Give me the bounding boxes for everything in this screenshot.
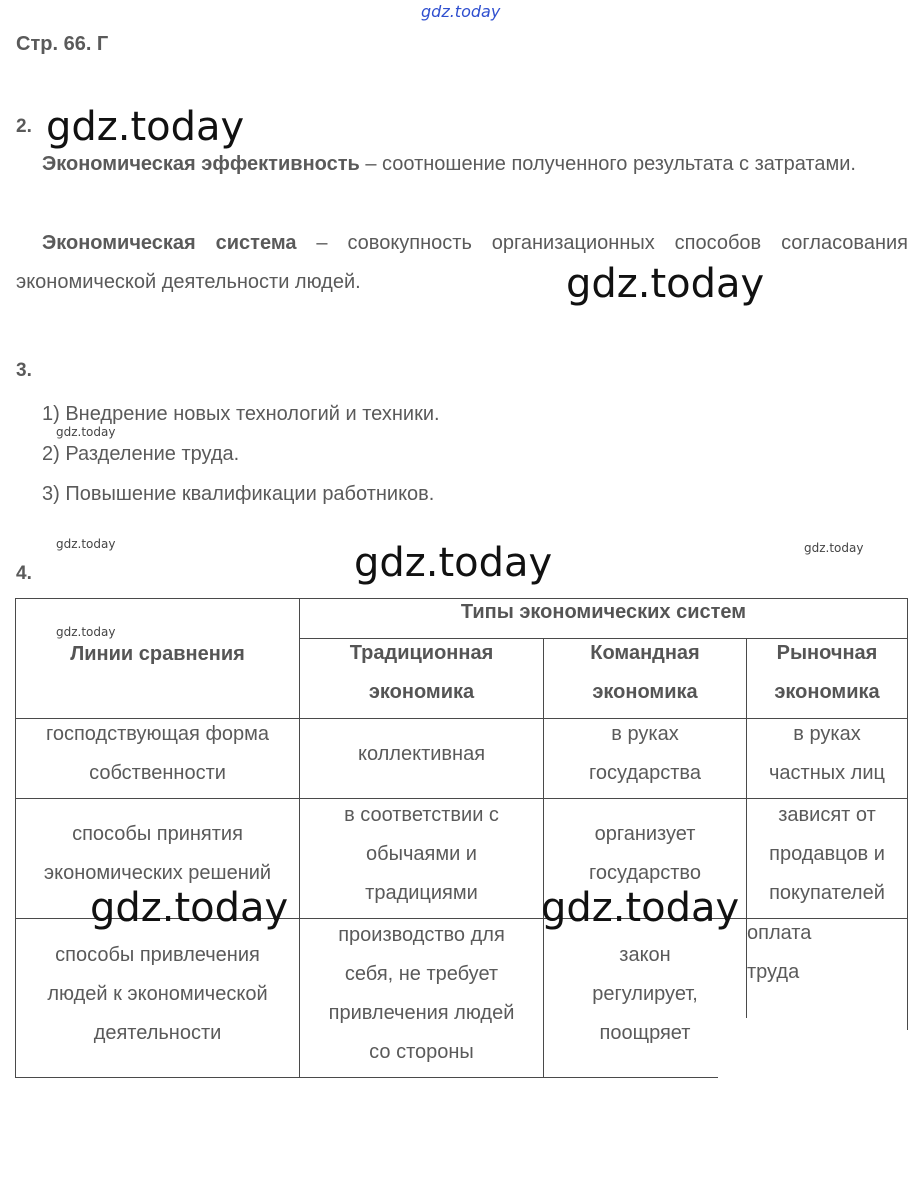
table-row-header-title: Линии сравнения [70, 642, 245, 665]
table-cell [747, 914, 907, 994]
section-2-number: 2. [16, 116, 32, 137]
list-item: 1) Внедрение новых технологий и техники. [42, 403, 440, 425]
watermark-top: gdz.today [421, 2, 501, 21]
table-row-label [16, 814, 299, 894]
cell-line: продавцов и [769, 842, 885, 865]
watermark-small-1: gdz.today [56, 425, 116, 439]
cell-line: в руках [611, 723, 679, 745]
column-header-line: экономика [368, 681, 475, 703]
watermark-large-3: gdz.today [354, 540, 553, 586]
table-cell [300, 714, 543, 794]
term-economic-efficiency: Экономическая эффективность [42, 153, 360, 175]
row-label-line: деятельности [93, 1021, 222, 1044]
column-header-market [747, 634, 907, 718]
cell-line: государства [589, 762, 701, 784]
table-border-right [907, 598, 908, 1030]
cell-line: частных лиц [769, 762, 885, 784]
table-group-header: Типы экономических систем [460, 600, 747, 623]
definition-text-1: – соотношение полученного результата с затратами. [359, 153, 856, 175]
watermark-small-4: gdz.today [56, 625, 116, 639]
table-cell [747, 714, 907, 794]
watermark-large-4: gdz.today [90, 885, 289, 931]
cell-line: оплата [747, 922, 812, 944]
row-label-line: экономических решений [43, 862, 272, 884]
column-header-line: экономика [774, 681, 880, 703]
cell-line: покупателей [769, 881, 885, 904]
cell-line: себя, не требует [344, 963, 499, 985]
cell-line: организует [594, 823, 696, 845]
cell-line: поощряет [599, 1021, 691, 1044]
watermark-large-5: gdz.today [541, 885, 740, 931]
cell-line: закон [619, 943, 671, 966]
watermark-small-2: gdz.today [56, 537, 116, 551]
cell-line: коллективная [357, 742, 486, 765]
table-cell [544, 934, 746, 1054]
column-header-traditional [300, 634, 543, 718]
table-cell [300, 794, 543, 914]
cell-line: государство [589, 862, 701, 884]
cell-line: обычаями и [366, 842, 477, 865]
term-economic-system: Экономическая система [42, 232, 297, 254]
watermark-small-3: gdz.today [804, 541, 864, 555]
cell-line: регулирует, [592, 982, 698, 1005]
page-reference: Стр. 66. Г [16, 33, 109, 55]
table-border-bottom [15, 1077, 718, 1078]
section-3-number: 3. [16, 360, 32, 381]
watermark-large-1: gdz.today [46, 104, 245, 150]
cell-line: традициями [365, 881, 478, 904]
cell-line: труда [747, 961, 800, 983]
definition-economic-efficiency [16, 145, 908, 184]
row-label-line: собственности [89, 762, 226, 784]
definition-economic-system [16, 224, 908, 302]
section-4-number: 4. [16, 563, 32, 584]
definition-text-2: – совокупность организационных способов согласования экономической деятельности людей. [16, 232, 908, 293]
watermark-large-2: gdz.today [566, 261, 765, 307]
cell-line: в соответствии с [344, 803, 499, 826]
column-header-line: Рыночная [776, 642, 878, 664]
row-label-line: способы привлечения [55, 943, 260, 966]
row-label-line: господствующая форма [45, 723, 270, 745]
row-label-line: людей к экономической [47, 982, 268, 1005]
table-cell [544, 714, 746, 794]
table-cell [544, 814, 746, 894]
cell-line: в руках [793, 723, 861, 745]
list-item: 3) Повышение квалификации работников. [42, 483, 435, 505]
column-header-command [544, 634, 746, 718]
row-label-line: способы принятия [72, 823, 243, 845]
table-row-label [16, 934, 299, 1054]
cell-line: производство для [338, 924, 505, 946]
table-cell [300, 914, 543, 1074]
table-row-label [16, 714, 299, 794]
column-header-line: экономика [592, 681, 698, 703]
cell-line: со стороны [369, 1041, 474, 1063]
column-header-line: Командная [590, 642, 700, 664]
cell-line: привлечения людей [328, 1002, 515, 1024]
table-cell [747, 794, 907, 914]
cell-line: зависят от [778, 803, 876, 826]
column-header-line: Традиционная [349, 642, 494, 664]
list-item: 2) Разделение труда. [42, 443, 240, 465]
